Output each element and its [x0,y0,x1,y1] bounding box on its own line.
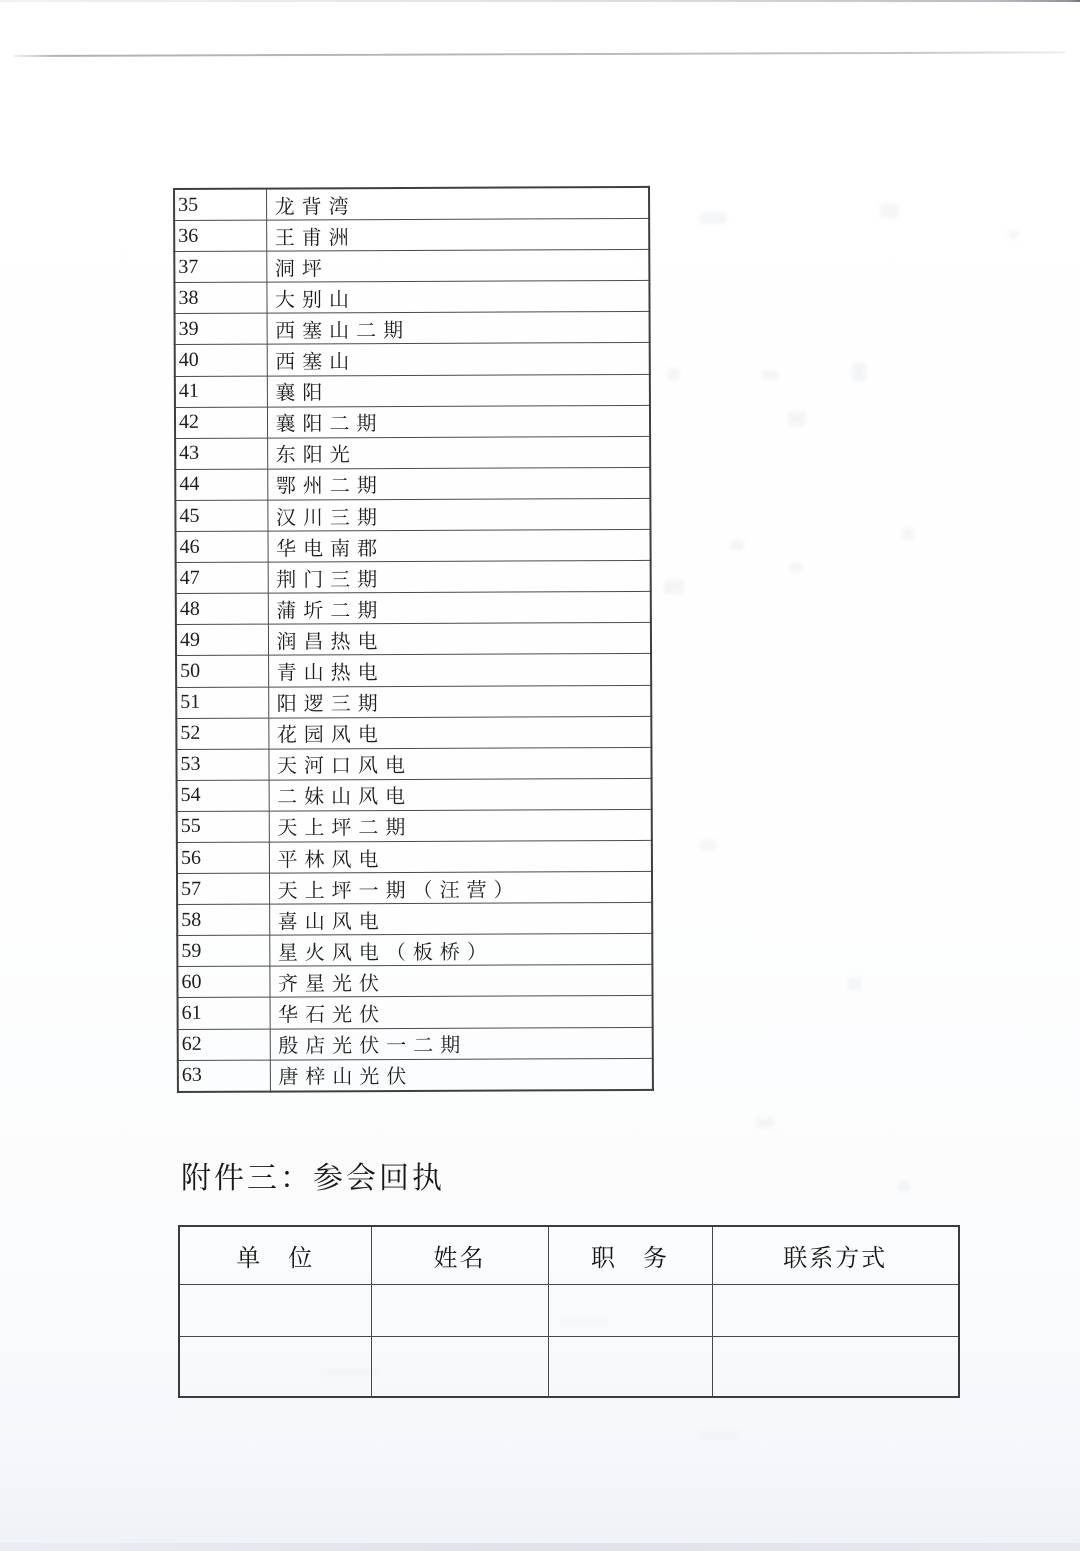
reply-header-name: 姓名 [371,1226,548,1284]
plant-row [175,467,650,500]
scan-artifact [852,362,866,382]
plant-row-name: 阳逻三期 [268,685,651,718]
reply-empty-cell [548,1336,712,1397]
plant-row-number: 57 [177,873,269,904]
plant-row [174,187,649,221]
plant-row [178,1058,653,1092]
plant-row-name: 天河口风电 [268,747,651,780]
plant-row-number: 46 [175,531,267,562]
reply-empty-cell [371,1284,548,1336]
plant-row [177,809,652,842]
plant-row-name: 华电南郡 [267,529,650,562]
plant-row [177,871,652,904]
plant-row-number: 60 [177,966,269,997]
scan-artifact [790,562,802,572]
plant-row-number: 36 [174,220,266,251]
plant-row-name: 荆门三期 [268,561,651,594]
plant-row-name: 王甫洲 [266,219,649,252]
reply-empty-cell [179,1284,371,1336]
plant-row-name: 西塞山二期 [267,312,650,345]
plant-row-number: 50 [176,656,268,687]
plant-row-number: 49 [176,624,268,655]
plant-row-name: 殷店光伏一二期 [270,1027,653,1060]
scan-artifact [1008,230,1018,238]
plant-list-body [174,187,653,1092]
plant-row-number: 54 [177,780,269,811]
plant-row-number: 63 [178,1060,270,1092]
scan-artifact [700,212,726,224]
scan-artifact [756,1118,774,1128]
plant-row-name: 喜山风电 [269,903,652,936]
plant-row-name: 青山热电 [268,654,651,687]
reply-header-row [179,1226,959,1284]
plant-row-number: 56 [177,842,269,873]
scan-top-edge [0,0,1080,2]
reply-header-unit: 单 位 [179,1226,371,1284]
reply-slip-table [178,1225,960,1398]
plant-row-number: 45 [175,500,267,531]
plant-row [174,281,649,314]
scan-artifact [880,204,898,218]
reply-table-body [179,1284,959,1397]
plant-row-number: 39 [175,313,267,344]
plant-row [175,405,650,438]
plant-row-number: 62 [178,1029,270,1060]
scan-artifact [668,368,680,380]
plant-row [175,343,650,376]
scan-artifact [788,412,806,426]
plant-row-name: 花园风电 [268,716,651,749]
plant-row-number: 59 [177,935,269,966]
plant-row [175,436,650,469]
plant-row-name: 襄阳二期 [267,405,650,438]
scan-artifact [700,840,716,850]
reply-empty-cell [371,1336,548,1397]
plant-row [178,996,653,1029]
plant-row-number: 55 [177,811,269,842]
reply-empty-row [179,1284,959,1336]
plant-row-number: 41 [175,376,267,407]
plant-row-name: 平林风电 [269,840,652,873]
plant-row-name: 鄂州二期 [267,467,650,500]
plant-row-number: 38 [174,282,266,313]
plant-row-name: 天上坪一期（汪营） [269,871,652,904]
reply-empty-cell [179,1336,371,1397]
plant-row-number: 48 [176,593,268,624]
plant-row [176,592,651,625]
plant-row-number: 51 [176,687,268,718]
plant-row-number: 40 [175,345,267,376]
plant-row [177,903,652,936]
plant-row [174,219,649,252]
plant-row [177,840,652,873]
scan-artifact [700,1430,740,1440]
plant-row-number: 37 [174,251,266,282]
reply-empty-cell [548,1284,712,1336]
plant-row-name: 西塞山 [267,343,650,376]
scan-artifact [762,370,778,380]
plant-row-name: 汉川三期 [267,498,650,531]
plant-row-name: 东阳光 [267,436,650,469]
plant-list-table [173,186,654,1093]
plant-row-name: 龙背湾 [266,187,649,220]
plant-row [175,498,650,531]
scan-bottom-shade [0,1543,1080,1551]
attachment-heading: 附件三：参会回执 [181,1162,445,1195]
plant-row-number: 61 [178,998,270,1029]
plant-row-name: 华石光伏 [270,996,653,1029]
plant-row-number: 58 [177,904,269,935]
scan-artifact [898,1182,910,1192]
plant-row [176,685,651,718]
plant-row [176,623,651,656]
plant-row [177,934,652,967]
plant-row [177,778,652,811]
reply-empty-cell [712,1336,959,1397]
reply-header-title: 职 务 [548,1226,712,1284]
plant-row-number: 53 [176,749,268,780]
plant-row-name: 蒲圻二期 [268,592,651,625]
reply-empty-cell [712,1284,959,1336]
plant-row [176,716,651,749]
plant-row-number: 42 [175,407,267,438]
plant-row-name: 齐星光伏 [269,965,652,998]
plant-row-name: 天上坪二期 [269,809,652,842]
plant-row-number: 43 [175,438,267,469]
plant-row [175,312,650,345]
plant-row-number: 47 [176,562,268,593]
scan-artifact [902,528,914,540]
plant-row-name: 襄阳 [267,374,650,407]
plant-row [176,654,651,687]
scan-artifact [664,580,684,594]
plant-row-name: 唐梓山光伏 [270,1058,653,1092]
plant-row [175,529,650,562]
plant-row-number: 52 [176,718,268,749]
plant-row [174,250,649,283]
plant-row [176,561,651,594]
plant-row-name: 二妹山风电 [269,778,652,811]
plant-row-number: 35 [174,189,266,221]
plant-row [176,747,651,780]
scan-artifact [730,540,744,550]
plant-row [177,965,652,998]
plant-row-name: 星火风电（板桥） [269,934,652,967]
plant-row [178,1027,653,1060]
plant-row [175,374,650,407]
page-edge-line [14,51,1066,57]
plant-row-number: 44 [175,469,267,500]
scan-artifact [848,978,862,990]
reply-empty-row [179,1336,959,1397]
plant-row-name: 洞坪 [266,250,649,283]
plant-row-name: 润昌热电 [268,623,651,656]
reply-header-contact: 联系方式 [712,1226,959,1284]
plant-row-name: 大别山 [266,281,649,314]
